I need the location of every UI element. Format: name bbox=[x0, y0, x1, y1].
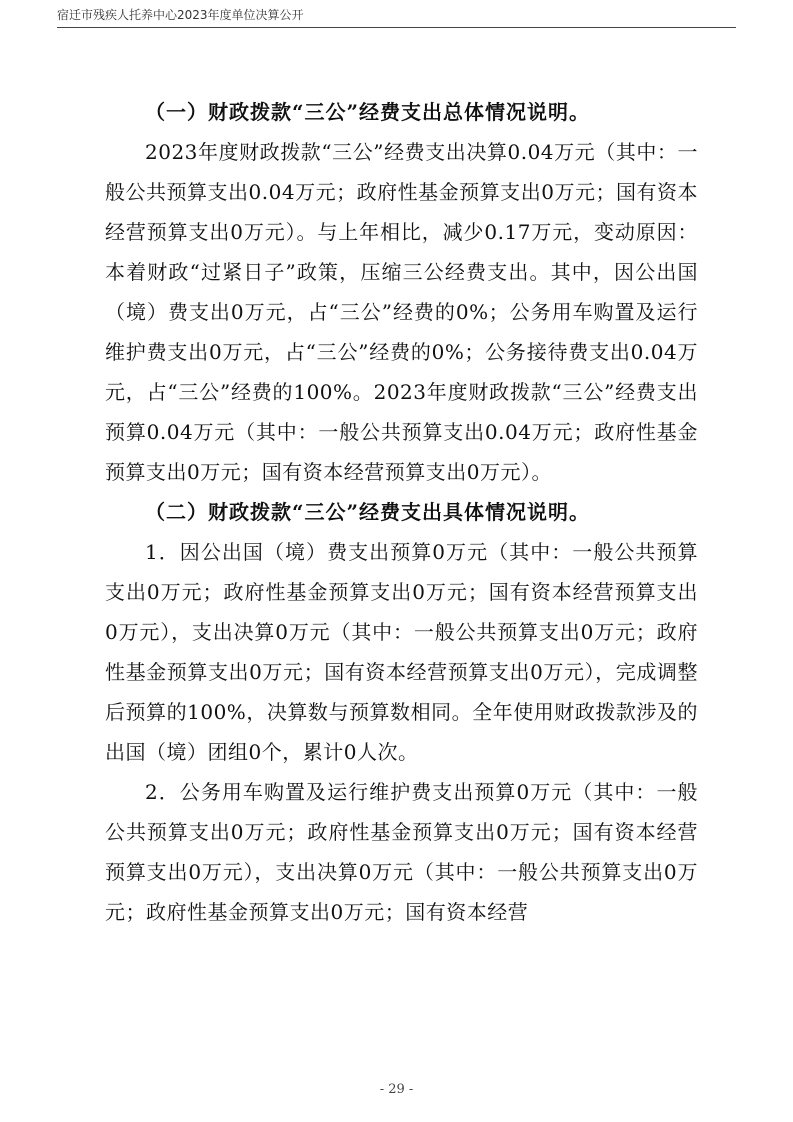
page-number: - 29 - bbox=[379, 1082, 414, 1097]
paragraph-overseas-travel: 1．因公出国（境）费支出预算0万元（其中：一般公共预算支出0万元；政府性基金预算支出0万元；国有资本经营预算支出0万元），支出决算0万元（其中：一般公共预算支出0万元；政府性基金预算支出0万元；国有资本经营预算支出0万元），完成调整后预算的100%，决算数与预算数相同。全年使用财政拨款涉及的出国（境）团组0个，累计0人次。 bbox=[105, 540, 698, 764]
section-title-overall: （一）财政拨款“三公”经费支出总体情况说明。 bbox=[145, 100, 591, 124]
section-title-details: （二）财政拨款“三公”经费支出具体情况说明。 bbox=[145, 500, 591, 524]
paragraph-overall-description: 2023年度财政拨款“三公”经费支出决算0.04万元（其中：一般公共预算支出0.04万元；政府性基金预算支出0万元；国有资本经营预算支出0万元）。与上年相比，减少0.17万元，变动原因：本着财政“过紧日子”政策，压缩三公经费支出。其中，因公出国（境）费支出0万元，占“三公”经费的0%；公务用车购置及运行维护费支出0万元，占“三公”经费的0%；公务接待费支出0.04万元，占“三公”经费的100%。2023年度财政拨款“三公”经费支出预算0.04万元（其中：一般公共预算支出0.04万元；政府性基金预算支出0万元；国有资本经营预算支出0万元）。 bbox=[105, 140, 698, 484]
paragraph-vehicle-expenses: 2．公务用车购置及运行维护费支出预算0万元（其中：一般公共预算支出0万元；政府性基金预算支出0万元；国有资本经营预算支出0万元），支出决算0万元（其中：一般公共预算支出0万元；政府性基金预算支出0万元；国有资本经营 bbox=[105, 780, 698, 924]
document-header: 宿迁市残疾人托养中心2023年度单位决算公开 bbox=[57, 8, 304, 22]
header-divider bbox=[57, 27, 736, 28]
document-body bbox=[105, 92, 698, 932]
